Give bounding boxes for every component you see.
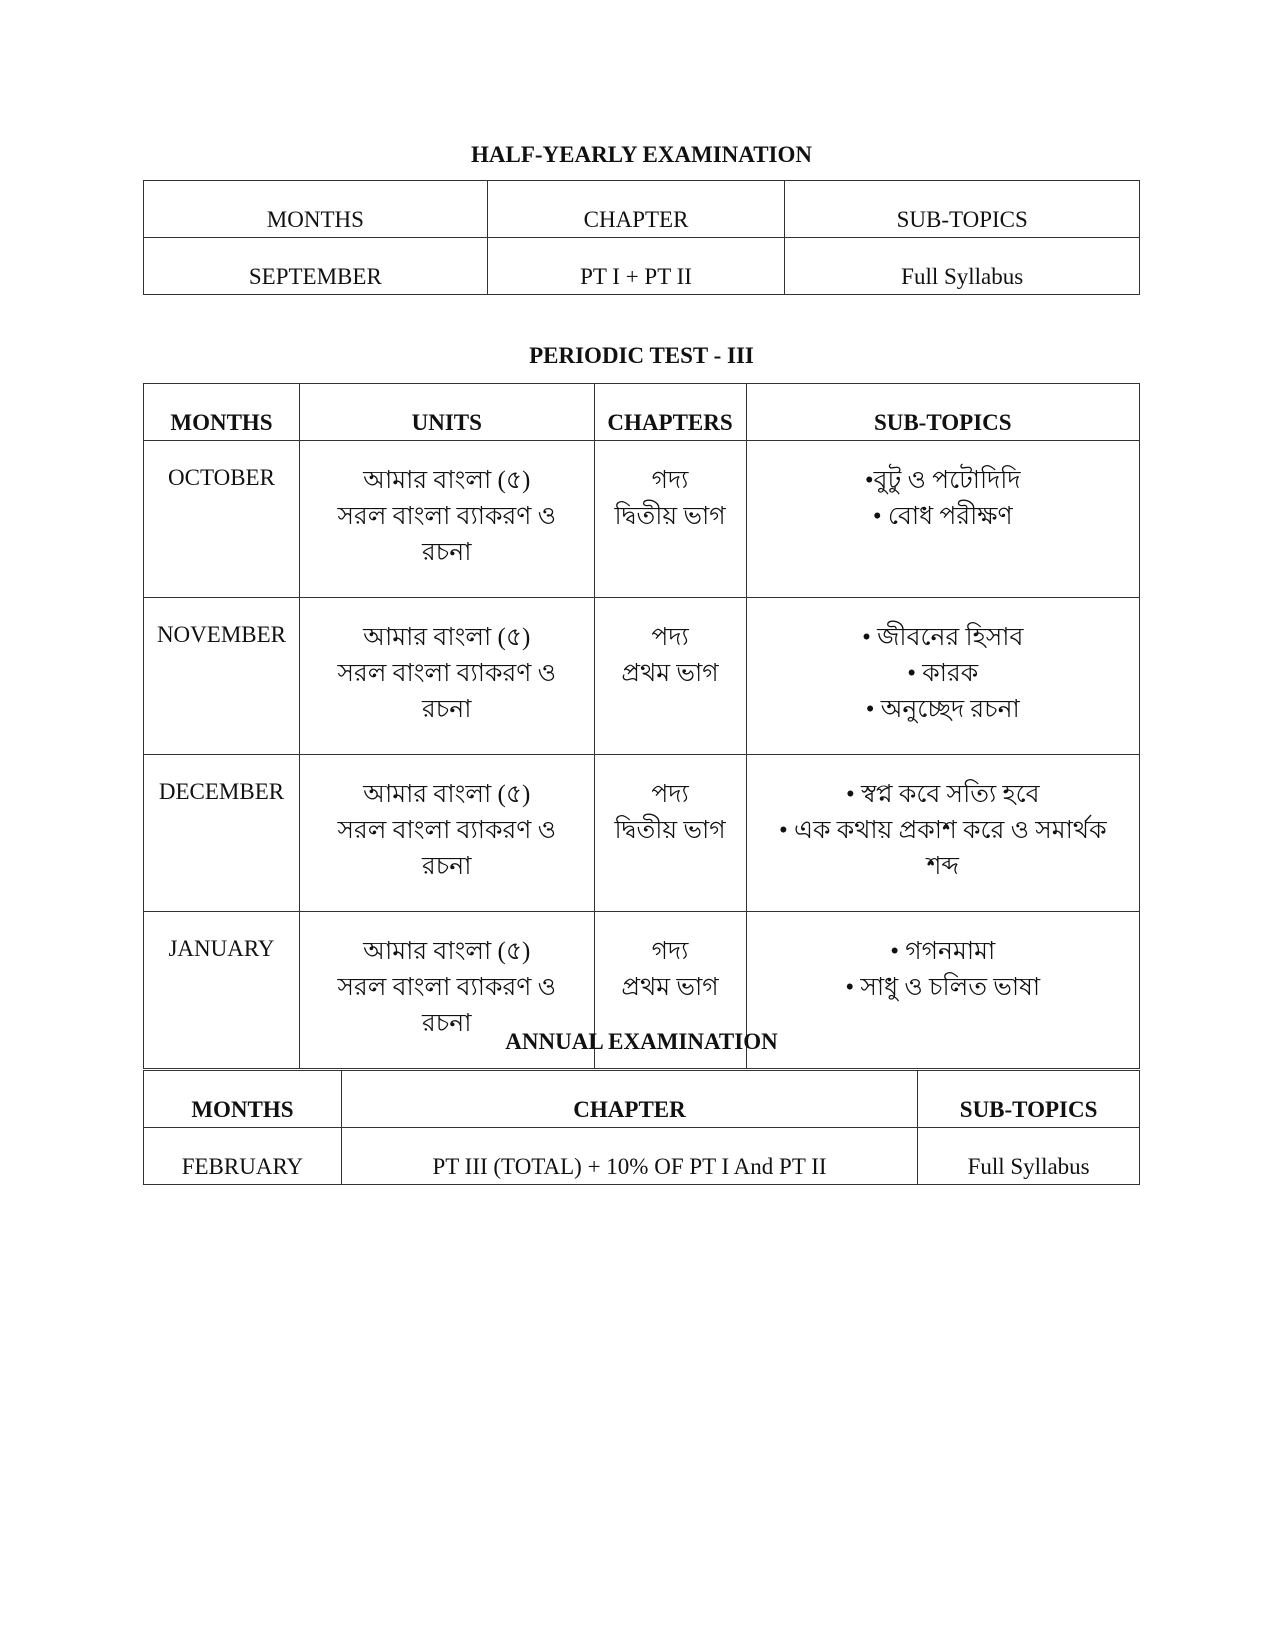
cell-subtopics: [746, 598, 1139, 755]
cell-units: [299, 441, 594, 598]
annual-title: ANNUAL EXAMINATION: [505, 1029, 778, 1054]
chapter-line: পদ্য: [651, 781, 689, 808]
cell-units: [299, 598, 594, 755]
cell-month: DECEMBER: [144, 755, 300, 912]
unit-line: রচনা: [422, 1010, 472, 1037]
half-yearly-table: [143, 180, 1140, 295]
chapter-line: প্রথম ভাগ: [621, 974, 719, 1001]
header-months: MONTHS: [144, 181, 488, 238]
cell-subtopics: Full Syllabus: [918, 1128, 1140, 1185]
subtopic-item: • স্বপ্ন কবে সত্যি হবে: [845, 781, 1040, 808]
subtopic-item: • সাধু ও চলিত ভাষা: [845, 974, 1041, 1001]
cell-month: SEPTEMBER: [144, 238, 488, 295]
table-row: [144, 238, 1140, 295]
cell-month: OCTOBER: [144, 441, 300, 598]
unit-line: সরল বাংলা ব্যাকরণ ও: [337, 660, 557, 687]
unit-line: আমার বাংলা (৫): [363, 624, 531, 651]
table-header-row: [144, 181, 1140, 238]
subtopic-item: শব্দ: [926, 853, 959, 880]
cell-units: [299, 755, 594, 912]
header-chapters: CHAPTERS: [594, 384, 746, 441]
unit-line: রচনা: [422, 539, 472, 566]
chapter-line: প্রথম ভাগ: [621, 660, 719, 687]
header-chapter: CHAPTER: [341, 1071, 917, 1128]
subtopic-item: • এক কথায় প্রকাশ করে ও সমার্থক: [778, 817, 1107, 844]
chapter-line: গদ্য: [651, 467, 689, 494]
unit-line: রচনা: [422, 853, 472, 880]
table-row: [144, 441, 1140, 598]
chapter-line: পদ্য: [651, 624, 689, 651]
subtopic-item: • গগনমামা: [890, 938, 996, 965]
unit-line: আমার বাংলা (৫): [363, 938, 531, 965]
header-units: UNITS: [299, 384, 594, 441]
subtopic-item: • জীবনের হিসাব: [862, 624, 1024, 651]
header-months: MONTHS: [144, 1071, 342, 1128]
header-subtopics: SUB-TOPICS: [746, 384, 1139, 441]
annual-table: [143, 1070, 1140, 1185]
subtopic-item: • অনুচ্ছেদ রচনা: [865, 696, 1020, 723]
cell-month: JANUARY: [144, 912, 300, 1069]
table-row: [144, 598, 1140, 755]
subtopic-item: • কারক: [907, 660, 979, 687]
cell-chapter: PT I + PT II: [487, 238, 785, 295]
table-header-row: [144, 384, 1140, 441]
unit-line: আমার বাংলা (৫): [363, 781, 531, 808]
cell-month: FEBRUARY: [144, 1128, 342, 1185]
unit-line: রচনা: [422, 696, 472, 723]
cell-subtopics: Full Syllabus: [785, 238, 1140, 295]
header-subtopics: SUB-TOPICS: [918, 1071, 1140, 1128]
table-row: [144, 755, 1140, 912]
periodic-test-title: PERIODIC TEST - III: [529, 343, 754, 368]
unit-line: সরল বাংলা ব্যাকরণ ও: [337, 974, 557, 1001]
header-months: MONTHS: [144, 384, 300, 441]
chapter-line: গদ্য: [651, 938, 689, 965]
chapter-line: দ্বিতীয় ভাগ: [614, 817, 726, 844]
table-row: [144, 1128, 1140, 1185]
header-subtopics: SUB-TOPICS: [785, 181, 1140, 238]
subtopic-item: •বুটু ও পটোদিদি: [864, 467, 1021, 494]
cell-chapters: [594, 755, 746, 912]
cell-month: NOVEMBER: [144, 598, 300, 755]
unit-line: সরল বাংলা ব্যাকরণ ও: [337, 817, 557, 844]
cell-subtopics: [746, 441, 1139, 598]
cell-chapters: [594, 598, 746, 755]
cell-chapter: PT III (TOTAL) + 10% OF PT I And PT II: [341, 1128, 917, 1185]
unit-line: সরল বাংলা ব্যাকরণ ও: [337, 503, 557, 530]
periodic-test-table: [143, 383, 1140, 1069]
cell-chapters: [594, 441, 746, 598]
half-yearly-title: HALF-YEARLY EXAMINATION: [471, 142, 812, 167]
subtopic-item: • বোধ পরীক্ষণ: [872, 503, 1013, 530]
table-header-row: [144, 1071, 1140, 1128]
chapter-line: দ্বিতীয় ভাগ: [614, 503, 726, 530]
header-chapter: CHAPTER: [487, 181, 785, 238]
unit-line: আমার বাংলা (৫): [363, 467, 531, 494]
cell-subtopics: [746, 755, 1139, 912]
